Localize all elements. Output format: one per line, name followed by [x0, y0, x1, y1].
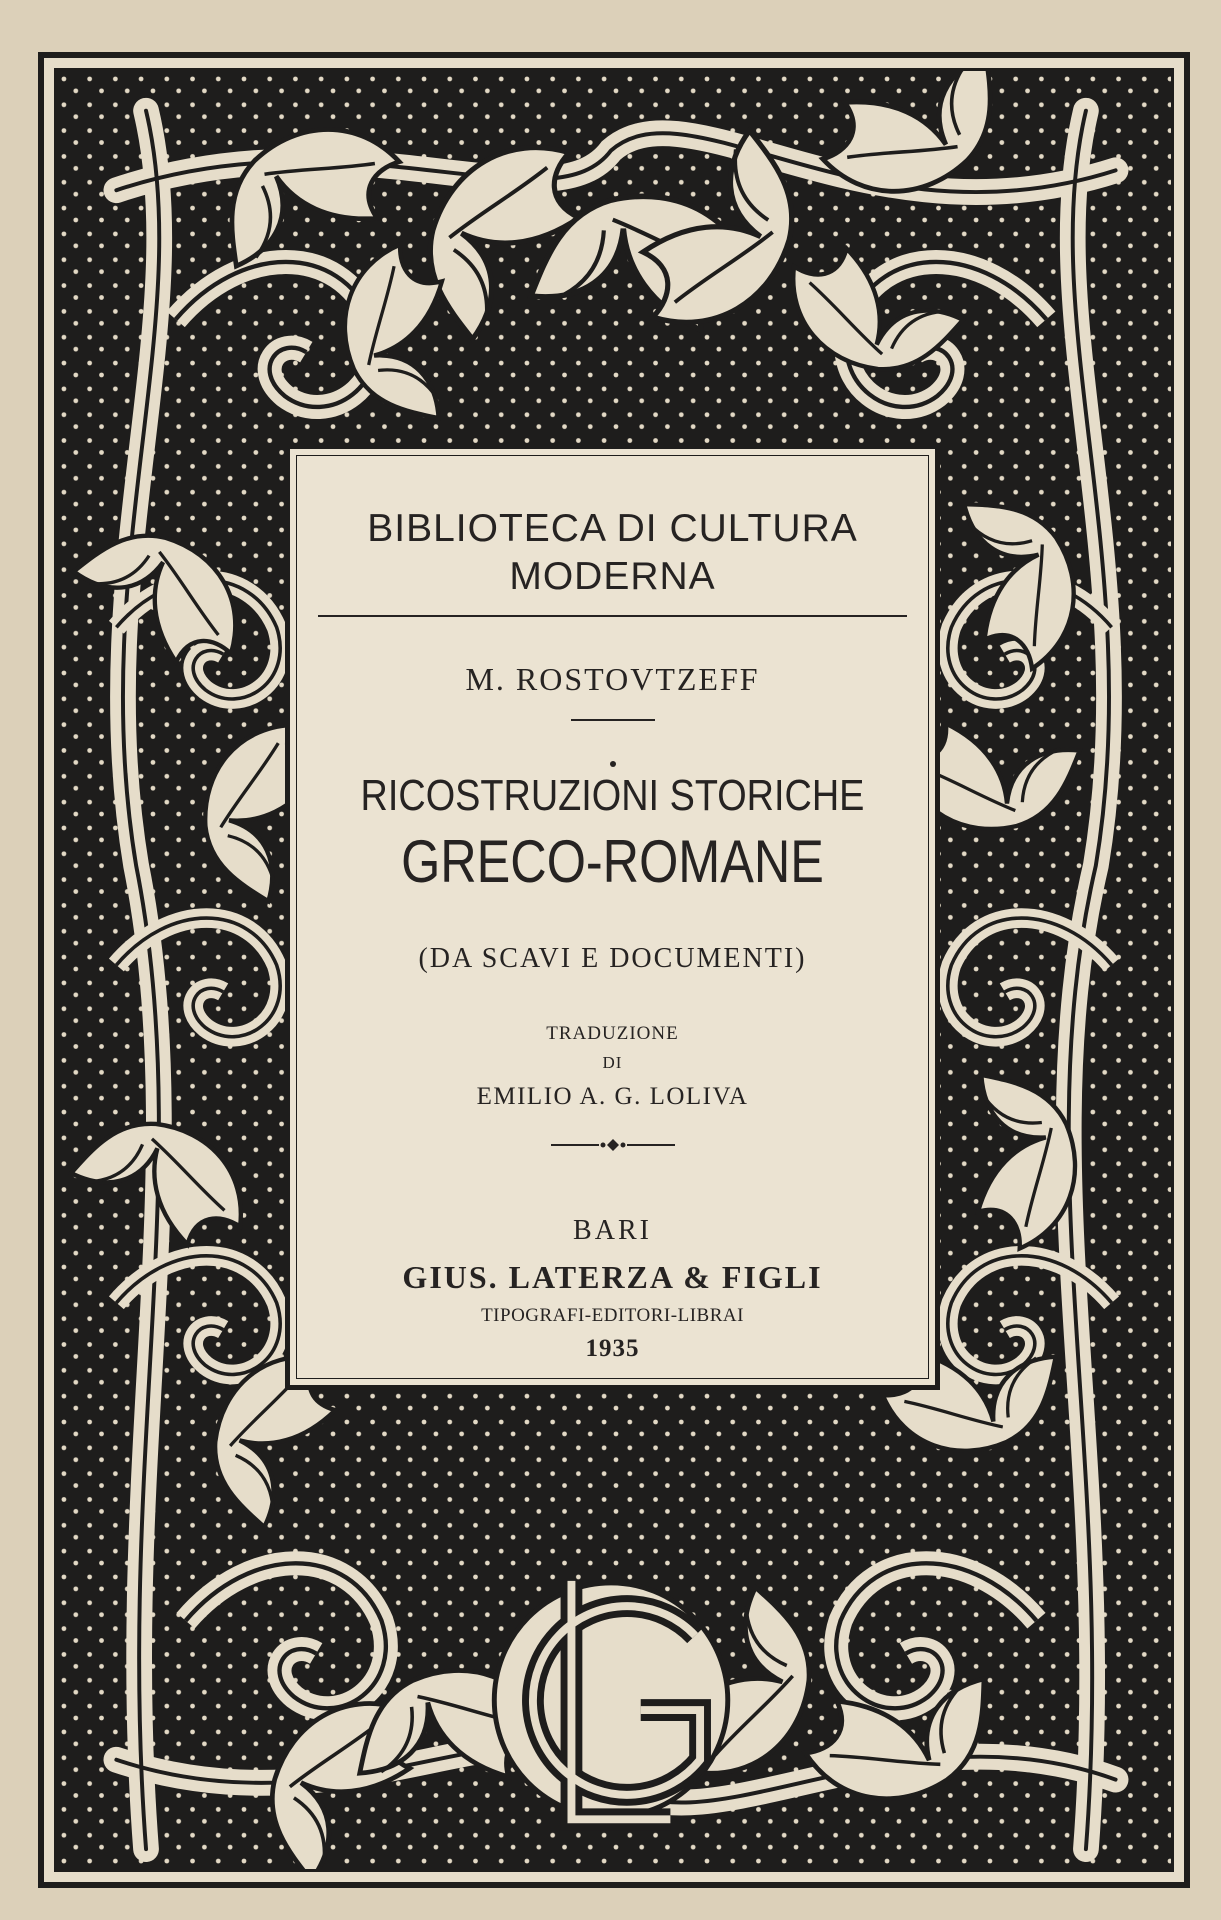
- series-title: [290, 505, 935, 601]
- series-title-line1: BIBLIOTECA DI CULTURA: [367, 507, 858, 550]
- dot-ornament: [610, 761, 616, 767]
- divider-rule: [318, 615, 907, 617]
- book-title-line1: RICOSTRUZIONI STORICHE: [360, 771, 865, 820]
- title-panel: [285, 444, 940, 1390]
- publisher-name: GIUS. LATERZA & FIGLI: [402, 1259, 823, 1295]
- fleuron-icon: [551, 1139, 675, 1151]
- publication-city: BARI: [573, 1215, 652, 1246]
- publisher-trade: TIPOGRAFI-EDITORI-LIBRAI: [481, 1305, 744, 1326]
- translation-by: DI: [602, 1053, 623, 1072]
- series-title-line2: MODERNA: [509, 555, 716, 598]
- author-name: M. ROSTOVTZEFF: [465, 661, 760, 697]
- book-title-line2: GRECO-ROMANE: [401, 828, 824, 895]
- book-subtitle: (DA SCAVI E DOCUMENTI): [418, 943, 807, 974]
- publication-year: 1935: [585, 1335, 640, 1362]
- short-rule: [571, 719, 655, 721]
- gl-monogram-icon: [494, 1581, 727, 1819]
- translator-name: EMILIO A. G. LOLIVA: [476, 1083, 749, 1110]
- translation-label: TRADUZIONE: [546, 1023, 679, 1044]
